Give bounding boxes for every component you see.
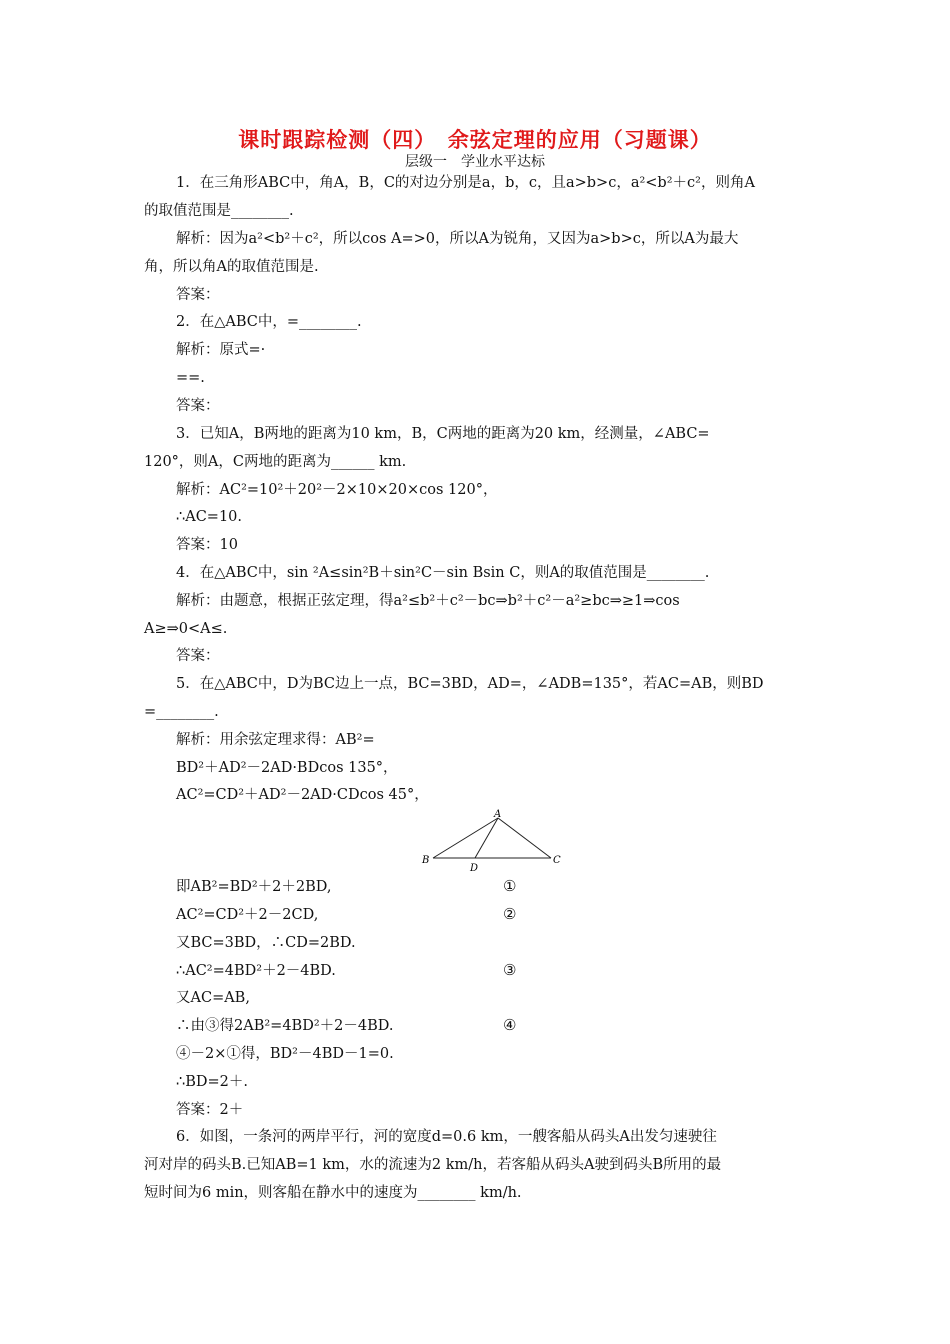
- q3-line-1: 3．已知A，B两地的距离为10 km，B，C两地的距离为20 km，经测量，∠ABC=: [176, 426, 710, 442]
- q5-eq-3: 又BC=3BD，∴CD=2BD.: [176, 935, 356, 951]
- q3-analysis-2: ∴AC=10.: [176, 509, 243, 525]
- q5-eq-1: 即AB²=BD²＋2＋2BD,: [176, 879, 332, 895]
- triangle-figure: [415, 808, 565, 878]
- segment-ac: [498, 818, 551, 858]
- equation-number-2: ②: [503, 905, 517, 923]
- q6-line-1: 6．如图，一条河的两岸平行，河的宽度d=0.6 km，一艘客船从码头A出发匀速驶往: [176, 1129, 717, 1145]
- q5-answer: 答案：2＋: [176, 1102, 244, 1118]
- q4-analysis-2: A≥⇒0<A≤.: [144, 621, 228, 637]
- q5-line-1: 5．在△ABC中，D为BC边上一点，BC=3BD，AD=，∠ADB=135°，若AC=AB，则BD: [176, 676, 764, 692]
- section-subtitle: 层级一 学业水平达标: [405, 154, 545, 170]
- q2-line-1: 2．在△ABC中，=________.: [176, 314, 362, 330]
- q5-eq-2: AC²=CD²＋2－2CD,: [176, 907, 319, 923]
- q2-answer: 答案：: [176, 398, 220, 414]
- segment-ad: [475, 818, 498, 858]
- q3-analysis-1: 解析：AC²=10²＋20²－2×10×20×cos 120°，: [176, 482, 498, 498]
- q1-analysis-2: 角，所以角A的取值范围是.: [144, 259, 319, 275]
- equation-number-3: ③: [503, 961, 517, 979]
- q5-line-2: =________.: [144, 704, 219, 720]
- q5-analysis-1: 解析：用余弦定理求得：AB²=: [176, 732, 375, 748]
- q6-line-3: 短时间为6 min，则客船在静水中的速度为________ km/h.: [144, 1185, 522, 1201]
- label-d: D: [470, 863, 479, 874]
- q6-line-2: 河对岸的码头B.已知AB=1 km，水的流速为2 km/h，若客船从码头A驶到码头B所用的最: [144, 1157, 722, 1173]
- q5-analysis-2: BD²＋AD²－2AD·BDcos 135°，: [176, 760, 398, 776]
- label-c: C: [553, 855, 561, 866]
- label-a: A: [494, 809, 502, 820]
- q4-line-1: 4．在△ABC中，sin ²A≤sin²B＋sin²C－sin Bsin C，则A的取值范围是________.: [176, 565, 710, 581]
- q5-analysis-3: AC²=CD²＋AD²－2AD·CDcos 45°，: [176, 787, 429, 803]
- q1-line-2: 的取值范围是________.: [144, 203, 294, 219]
- q1-analysis-1: 解析：因为a²<b²＋c²，所以cos A=>0，所以A为锐角，又因为a>b>c，所以A为最大: [176, 231, 739, 247]
- q5-eq-7: ④－2×①得，BD²－4BD－1=0.: [176, 1046, 394, 1062]
- segment-ba: [433, 818, 498, 858]
- page-title: 课时跟踪检测（四） 余弦定理的应用（习题课）: [238, 128, 712, 152]
- q5-eq-5: 又AC=AB,: [176, 990, 250, 1006]
- q3-answer: 答案：10: [176, 537, 238, 553]
- q5-eq-8: ∴BD=2＋.: [176, 1074, 248, 1090]
- q4-analysis-1: 解析：由题意，根据正弦定理，得a²≤b²＋c²－bc⇒b²＋c²－a²≥bc⇒≥1⇒cos: [176, 593, 680, 609]
- equation-number-1: ①: [503, 877, 517, 895]
- q4-answer: 答案：: [176, 648, 220, 664]
- label-b: B: [422, 855, 430, 866]
- q2-analysis-2: ==.: [176, 370, 205, 386]
- q1-answer: 答案：: [176, 287, 220, 303]
- q5-eq-6: ∴由③得2AB²=4BD²＋2－4BD.: [176, 1018, 394, 1034]
- q1-line-1: 1．在三角形ABC中，角A，B，C的对边分别是a，b，c，且a>b>c，a²<b²＋c²，则角A: [176, 175, 755, 191]
- q3-line-2: 120°，则A，C两地的距离为______ km.: [144, 454, 407, 470]
- q5-eq-4: ∴AC²=4BD²＋2－4BD.: [176, 963, 336, 979]
- equation-number-4: ④: [503, 1016, 517, 1034]
- q2-analysis-1: 解析：原式=·: [176, 342, 266, 358]
